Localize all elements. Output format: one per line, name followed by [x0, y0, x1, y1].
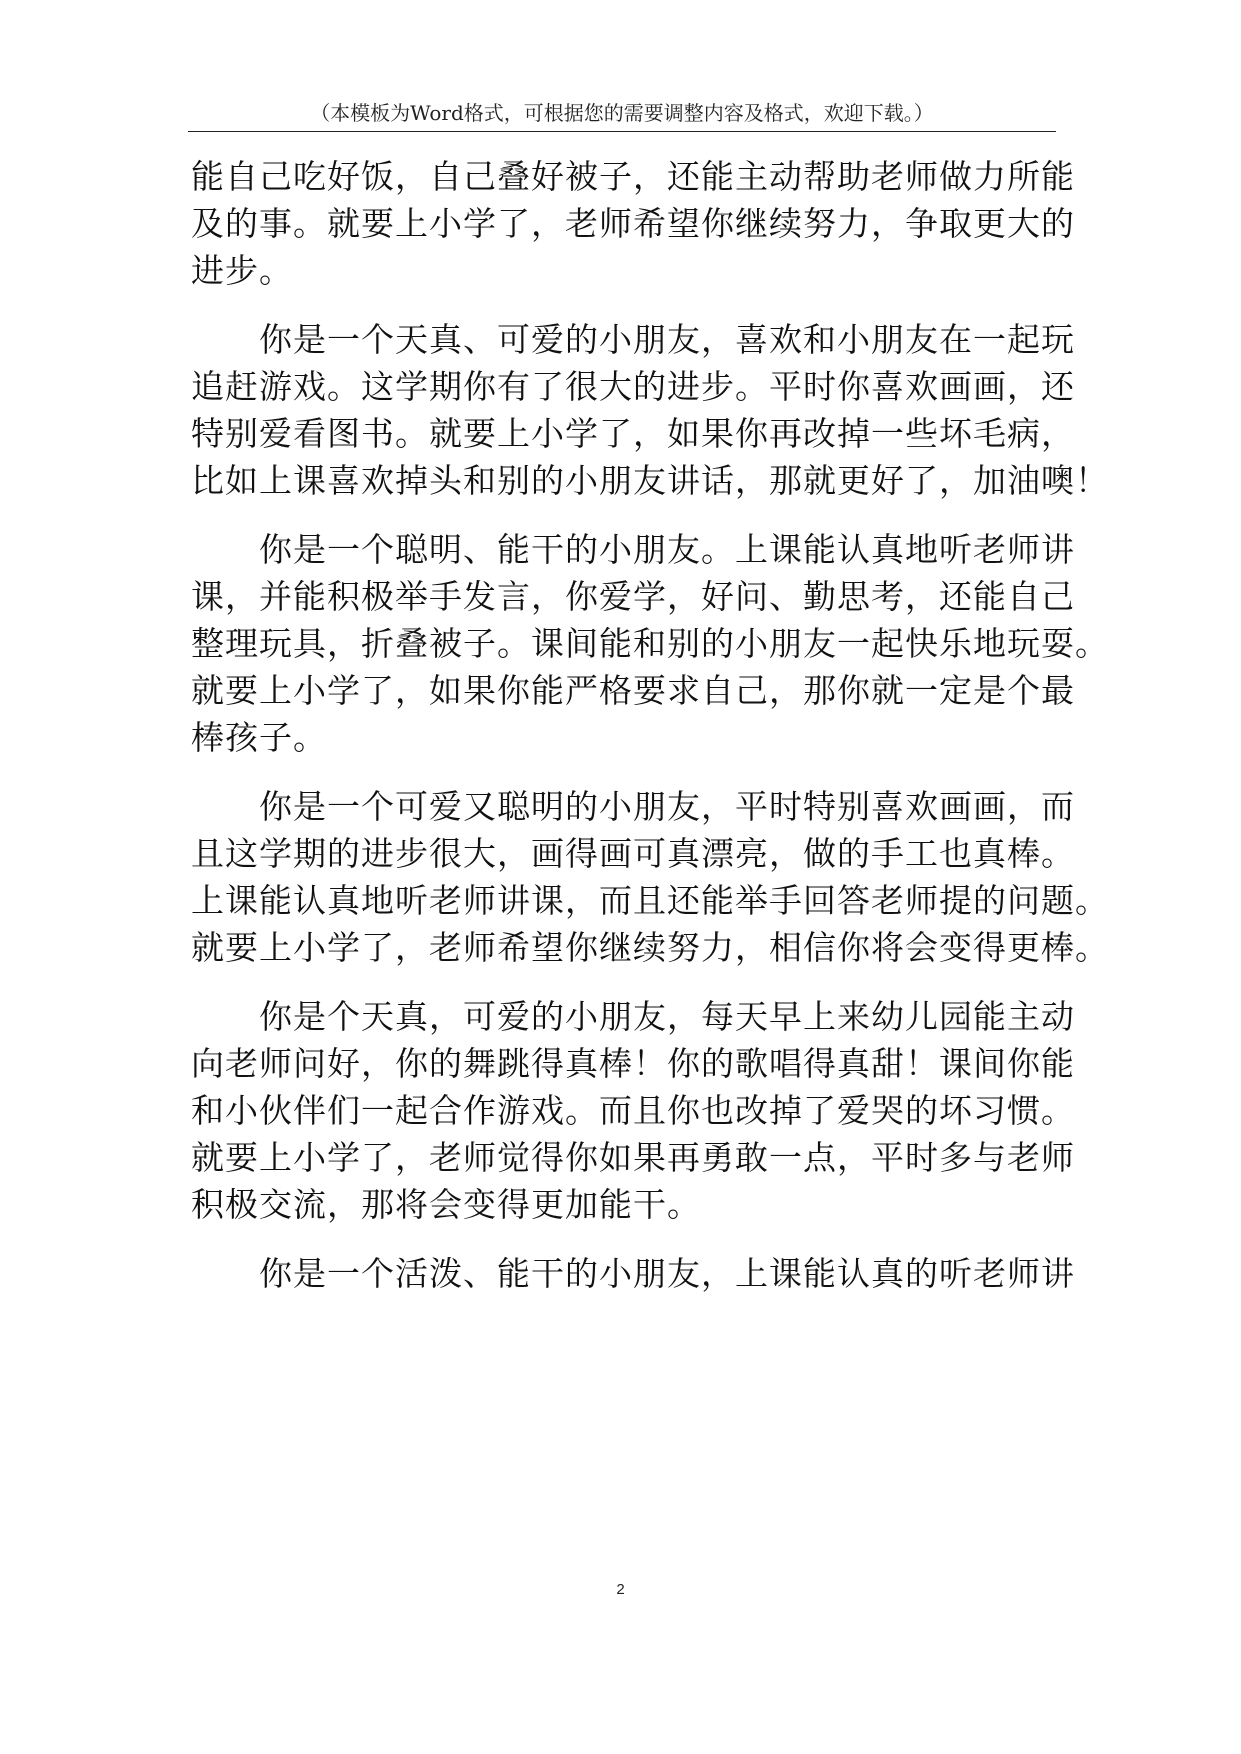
paragraph-line: 就要上小学了，老师觉得你如果再勇敢一点，平时多与老师 — [191, 1138, 1075, 1177]
paragraph-line: 能自己吃好饭，自己叠好被子，还能主动帮助老师做力所能 — [191, 157, 1075, 196]
paragraph-line: 你是一个可爱又聪明的小朋友，平时特别喜欢画画，而 — [259, 787, 1075, 826]
page-number: 2 — [616, 1581, 625, 1598]
paragraph — [191, 153, 1075, 294]
paragraph-line: 向老师问好，你的舞跳得真棒！你的歌唱得真甜！课间你能 — [191, 1044, 1075, 1083]
paragraph-spacing — [191, 294, 1053, 316]
paragraph-line: 进步。 — [191, 251, 293, 290]
paragraph-line: 你是一个活泼、能干的小朋友，上课能认真的听老师讲 — [259, 1254, 1075, 1293]
paragraph-line: 就要上小学了，老师希望你继续努力，相信你将会变得更棒。 — [191, 928, 1109, 967]
document-body — [191, 153, 1109, 1297]
paragraph-line: 比如上课喜欢掉头和别的小朋友讲话，那就更好了，加油噢！ — [191, 461, 1109, 500]
paragraph-line: 整理玩具，折叠被子。课间能和别的小朋友一起快乐地玩耍。 — [191, 624, 1109, 663]
paragraph-spacing — [191, 761, 1053, 783]
paragraph-line: 课，并能积极举手发言，你爱学，好问、勤思考，还能自己 — [191, 577, 1075, 616]
paragraph-line: 上课能认真地听老师讲课，而且还能举手回答老师提的问题。 — [191, 881, 1109, 920]
paragraph-line: 和小伙伴们一起合作游戏。而且你也改掉了爱哭的坏习惯。 — [191, 1091, 1075, 1130]
paragraph — [191, 783, 1109, 971]
paragraph-line: 且这学期的进步很大，画得画可真漂亮，做的手工也真棒。 — [191, 834, 1075, 873]
paragraph-line: 就要上小学了，如果你能严格要求自己，那你就一定是个最 — [191, 671, 1075, 710]
paragraph-line: 特别爱看图书。就要上小学了，如果你再改掉一些坏毛病， — [191, 414, 1075, 453]
paragraph — [191, 1250, 1075, 1297]
paragraph-line: 追赶游戏。这学期你有了很大的进步。平时你喜欢画画，还 — [191, 367, 1075, 406]
paragraph-spacing — [191, 1228, 1053, 1250]
paragraph-line: 你是一个天真、可爱的小朋友，喜欢和小朋友在一起玩 — [259, 320, 1075, 359]
paragraph — [191, 993, 1075, 1228]
paragraph-spacing — [191, 504, 1053, 526]
paragraph-line: 积极交流，那将会变得更加能干。 — [191, 1185, 701, 1224]
paragraph — [191, 316, 1109, 504]
paragraph-line: 及的事。就要上小学了，老师希望你继续努力，争取更大的 — [191, 204, 1075, 243]
paragraph — [191, 526, 1109, 761]
paragraph-line: 你是一个聪明、能干的小朋友。上课能认真地听老师讲 — [259, 530, 1075, 569]
page-header: （本模板为Word格式，可根据您的需要调整内容及格式，欢迎下载。） — [310, 101, 934, 125]
paragraph-line: 棒孩子。 — [191, 718, 327, 757]
paragraph-spacing — [191, 971, 1053, 993]
header-divider — [188, 131, 1056, 132]
paragraph-line: 你是个天真，可爱的小朋友，每天早上来幼儿园能主动 — [259, 997, 1075, 1036]
